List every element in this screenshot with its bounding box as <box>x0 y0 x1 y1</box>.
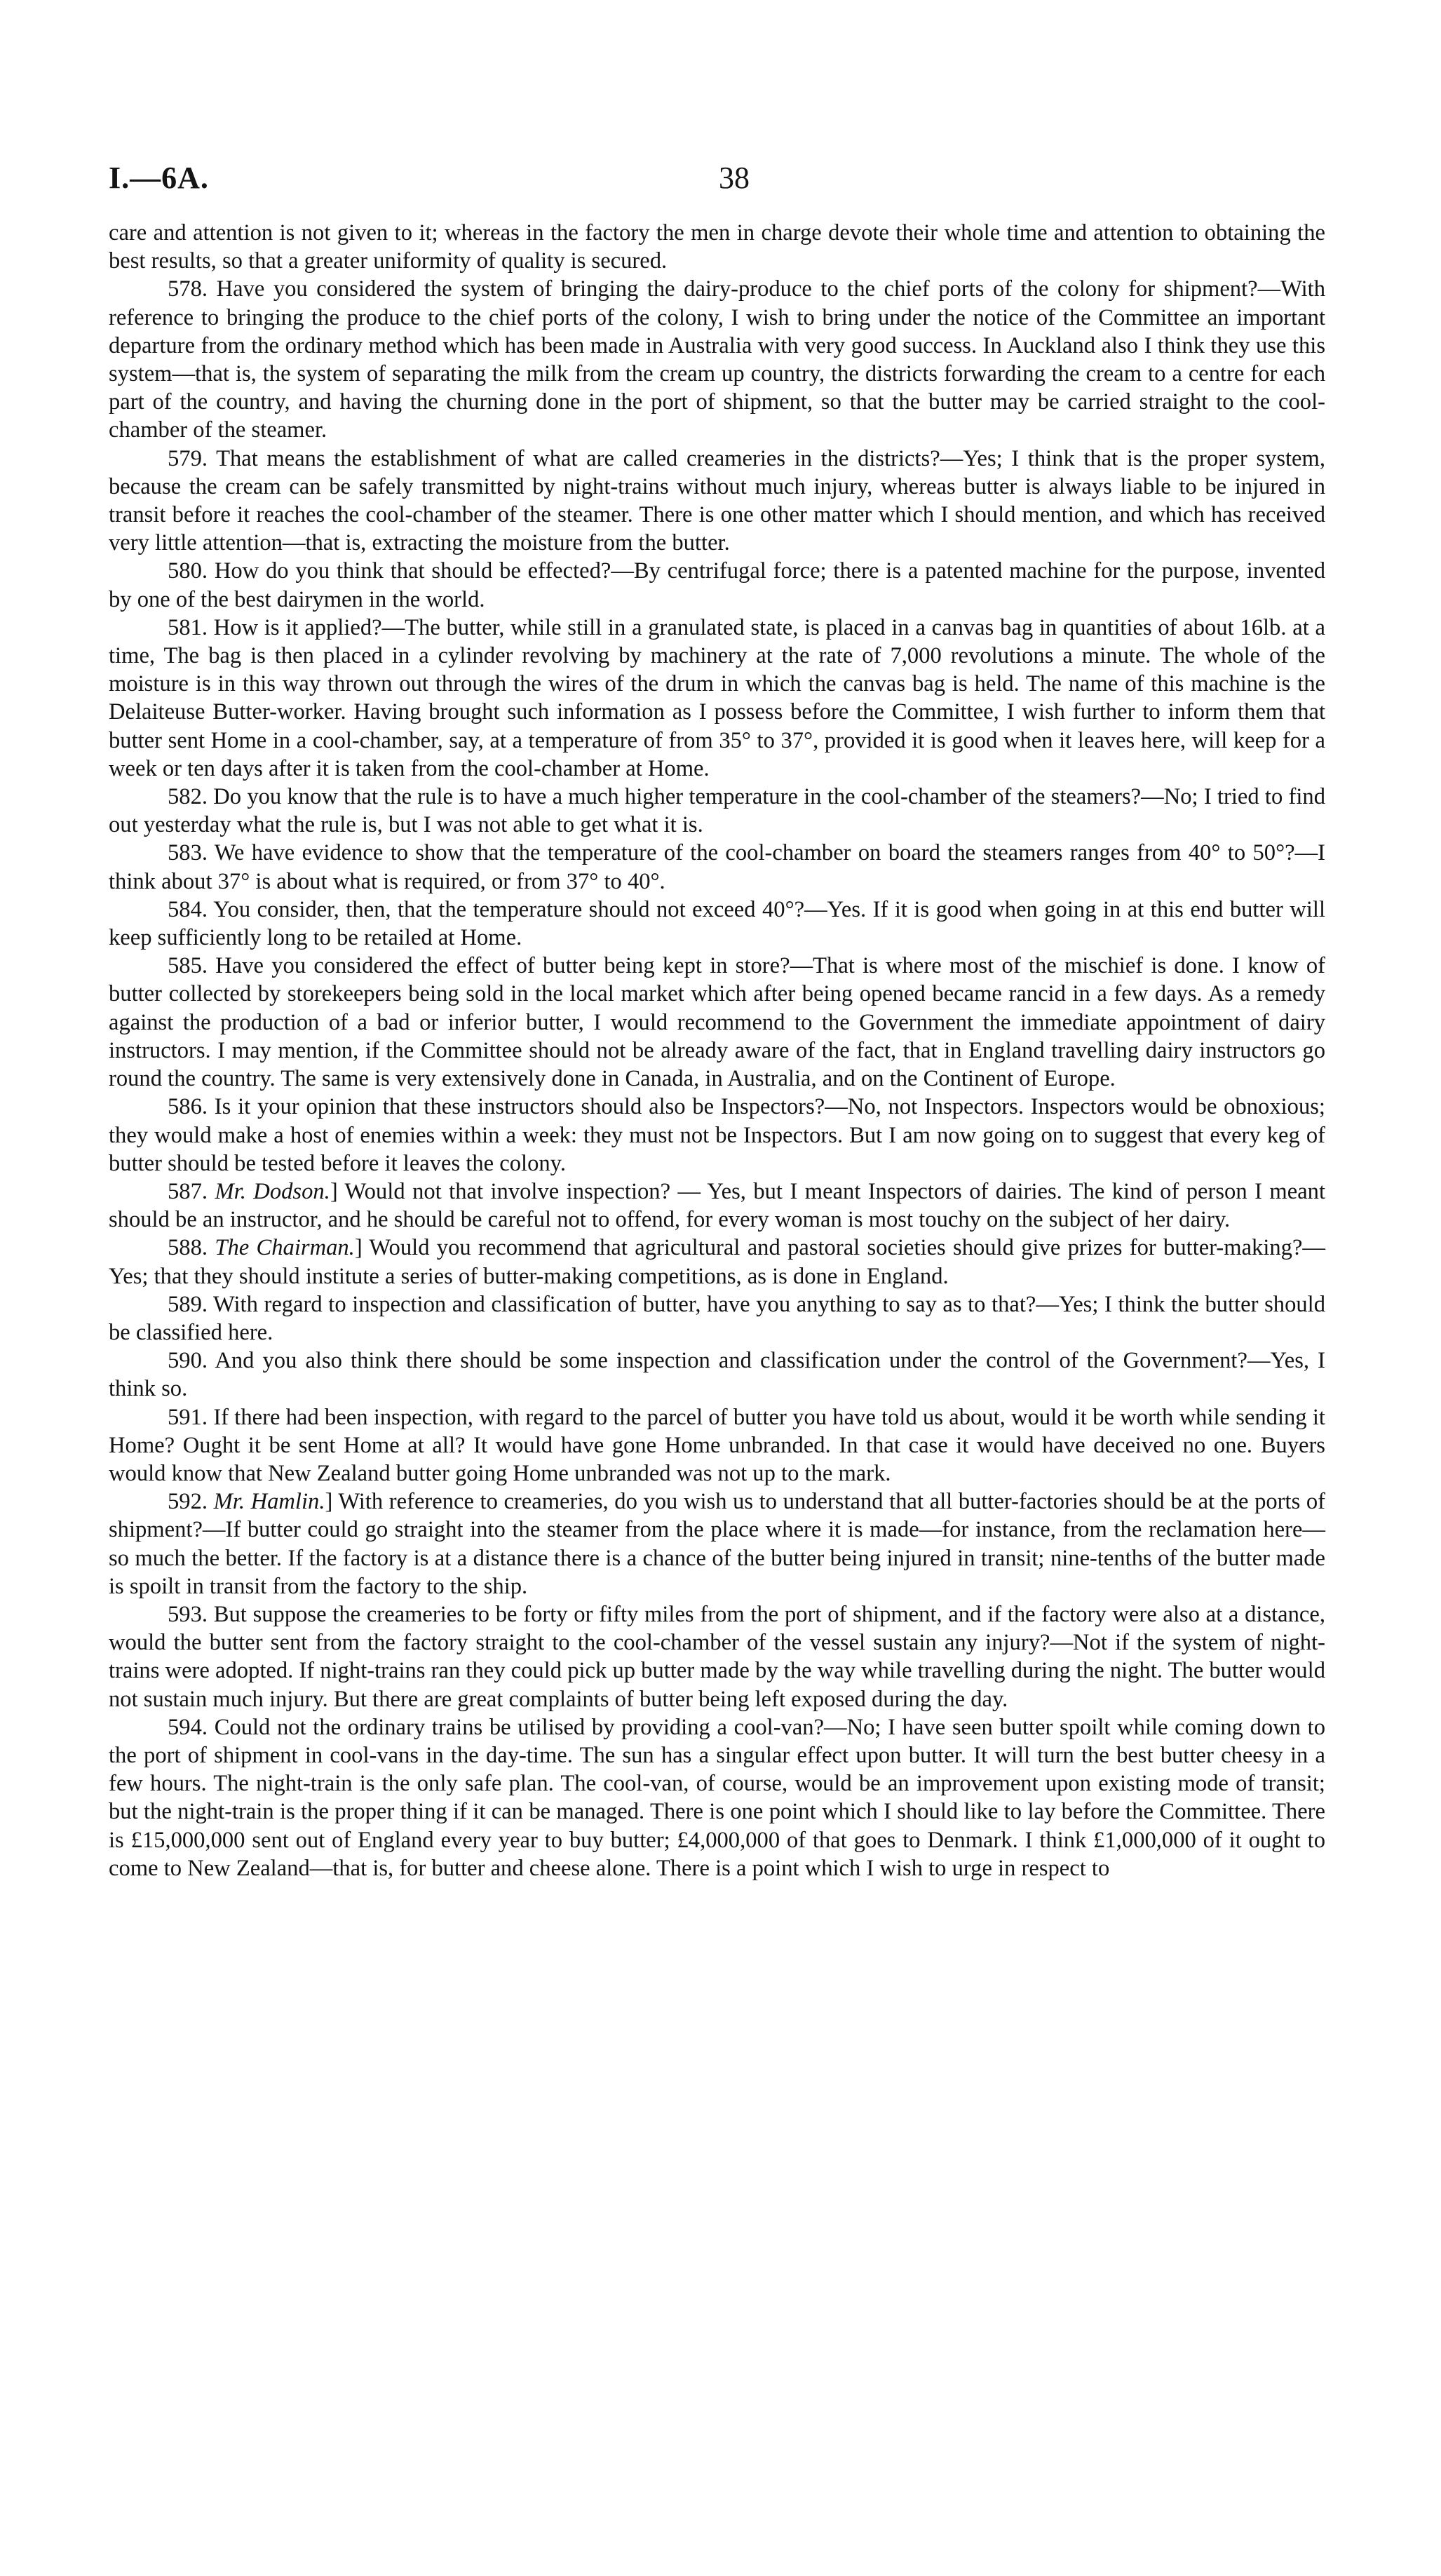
speaker-name: The Chairman. <box>215 1235 355 1261</box>
question-591 <box>109 1403 1325 1488</box>
page-number: 38 <box>719 161 750 195</box>
question-582 <box>109 783 1325 839</box>
question-592: 592. Mr. Hamlin.] With reference to creameries, do you wish us to understand that all butter-factories should be at the ports of shipment?—If butter could go straight into the steamer from the place where it is made—for instance, from the reclamation here—so much the better. If the factory is at a distance there is a chance of the butter being injured in transit; nine-tenths of the butter made is spoilt in transit from the factory to the ship. <box>109 1489 1325 1599</box>
question-number: 583. <box>168 840 208 866</box>
question-number: 593. <box>168 1601 208 1627</box>
question-number: 580. <box>168 558 208 584</box>
page-header <box>109 160 1336 209</box>
body-text <box>109 219 1325 1882</box>
question-text: That means the establishment of what are called creameries in the districts?—Yes; I think that is the proper system, because the cream can be safely transmitted by night-trains without much injury, whereas butter is always liable to be injured in transit before it reaches the cool-chamber of the steamer. There is one other matter which I should mention, and which has received very little attention—that is, extracting the moisture from the butter. <box>109 445 1325 556</box>
question-text: Have you considered the system of bringing the dairy-produce to the chief ports of the colony for shipment?—With reference to bringing the produce to the chief ports of the colony, I wish to bring under the notice of the Committee an important departure from the ordinary method which has been made in Australia with very good success. In Auckland also I think they use this system—that is, the system of separating the milk from the cream up country, the districts forwarding the cream to a centre for each part of the country, and having the churning done in the port of shipment, so that the butter may be carried straight to the cool-chamber of the steamer. <box>109 276 1325 443</box>
question-585 <box>109 952 1325 1093</box>
question-583 <box>109 839 1325 895</box>
question-text: Could not the ordinary trains be utilised by providing a cool-van?—No; I have seen butter spoilt while coming down to the port of shipment in cool-vans in the day-time. The sun has a singular effect upon butter. It will turn the best butter cheesy in a few hours. The night-train is the only safe plan. The cool-van, of course, would be an improvement upon existing mode of transit; but the night-train is the proper thing if it can be managed. There is one point which I should like to lay before the Committee. There is £15,000,000 sent out of England every year to buy butter; £4,000,000 of that goes to Denmark. I think £1,000,000 of it ought to come to New Zealand—that is, for butter and cheese alone. There is a point which I wish to urge in respect to <box>109 1714 1325 1881</box>
question-number: 586. <box>168 1094 208 1120</box>
question-text: We have evidence to show that the temperature of the cool-chamber on board the steamers ranges from 40° to 50°?—I think about 37° is about what is required, or from 37° to 40°. <box>109 840 1325 894</box>
question-578 <box>109 275 1325 444</box>
continued-paragraph: care and attention is not given to it; whereas in the factory the men in charge devote their whole time and attention to obtaining the best results, so that a greater uniformity of quality is secured. <box>109 220 1325 274</box>
question-number: 590. <box>168 1348 208 1374</box>
question-number: 582. <box>168 784 208 810</box>
question-number: 578. <box>168 276 208 302</box>
question-text: Would you recommend that agricultural and pastoral societies should give prizes for butter-making?—Yes; that they should institute a series of butter-making competitions, as is done in England. <box>109 1235 1326 1289</box>
question-text: If there had been inspection, with regard to the parcel of butter you have told us about, would it be worth while sending it Home? Ought it be sent Home at all? It would have gone Home unbranded. In that case it would have deceived no one. Buyers would know that New Zealand butter going Home unbranded was not up to the mark. <box>109 1404 1325 1486</box>
question-text: Have you considered the effect of butter being kept in store?—That is where most of the mischief is done. I know of butter collected by storekeepers being sold in the local market which after being opened became rancid in a few days. As a remedy against the production of a bad or inferior butter, I would recommend to the Government the immediate appointment of dairy instructors. I may mention, if the Committee should not be already aware of the fact, that in England travelling dairy instructors go round the country. The same is very extensively done in Canada, in Australia, and on the Continent of Europe. <box>109 953 1325 1092</box>
question-581 <box>109 614 1325 783</box>
speaker-name: Mr. Dodson. <box>215 1178 330 1204</box>
question-588: 588. The Chairman.] Would you recommend that agricultural and pastoral societies should give prizes for butter-making?—Yes; that they should institute a series of butter-making competitions, as is done in England. <box>109 1235 1326 1289</box>
question-number: 581. <box>168 614 208 640</box>
question-593 <box>109 1600 1325 1713</box>
question-number: 588. <box>168 1235 208 1261</box>
question-text: How do you think that should be effected?—By centrifugal force; there is a patented machine for the purpose, invented by one of the best dairymen in the world. <box>109 558 1325 612</box>
document-reference: I.—6A. <box>109 161 209 195</box>
question-number: 579. <box>168 445 208 471</box>
question-580 <box>109 557 1325 613</box>
question-584 <box>109 896 1325 952</box>
question-text: But suppose the creameries to be forty or fifty miles from the port of shipment, and if the factory were also at a distance, would the butter sent from the factory straight to the cool-chamber of the vessel sustain any injury?—Not if the system of night-trains were adopted. If night-trains ran they could pick up butter made by the way while travelling during the night. The butter would not sustain much injury. But there are great complaints of butter being left exposed during the day. <box>109 1601 1325 1712</box>
question-text: How is it applied?—The butter, while still in a granulated state, is placed in a canvas bag in quantities of about 16lb. at a time, The bag is then placed in a cylinder revolving by machinery at the rate of 7,000 revolutions a minute. The whole of the moisture is in this way thrown out through the wires of the drum in which the canvas bag is held. The name of this machine is the Delaiteuse Butter-worker. Having brought such information as I possess before the Committee, I wish further to inform them that butter sent Home in a cool-chamber, say, at a temperature of from 35° to 37°, provided it is good when it leaves here, will keep for a week or ten days after it is taken from the cool-chamber at Home. <box>109 614 1325 781</box>
speaker-name: Mr. Hamlin. <box>213 1489 325 1515</box>
question-587: 587. Mr. Dodson.] Would not that involve inspection? — Yes, but I meant Inspectors of dairies. The kind of person I meant should be an instructor, and he should be careful not to offend, for every woman is most touchy on the subject of her dairy. <box>109 1178 1325 1233</box>
question-text: Is it your opinion that these instructors should also be Inspectors?—No, not Inspectors. Inspectors would be obnoxious; they would make a host of enemies within a week: they must not be Inspectors. But I am now going on to suggest that every keg of butter should be tested before it leaves the colony. <box>109 1094 1325 1176</box>
question-579 <box>109 445 1325 558</box>
question-text: With regard to inspection and classification of butter, have you anything to say as to that?—Yes; I think the butter should be classified here. <box>109 1291 1325 1345</box>
question-number: 594. <box>168 1714 208 1740</box>
question-text: And you also think there should be some inspection and classification under the control of the Government?—Yes, I think so. <box>109 1348 1325 1402</box>
question-number: 585. <box>168 953 208 979</box>
question-text: Do you know that the rule is to have a much higher temperature in the cool-chamber of the steamers?—No; I tried to find out yesterday what the rule is, but I was not able to get what it is. <box>109 784 1325 838</box>
question-586 <box>109 1093 1325 1178</box>
question-number: 584. <box>168 896 208 922</box>
question-text: With reference to creameries, do you wish us to understand that all butter-factories should be at the ports of shipment?—If butter could go straight into the steamer from the place where it is made—for instance, from the reclamation here—so much the better. If the factory is at a distance there is a chance of the butter being injured in transit; nine-tenths of the butter made is spoilt in transit from the factory to the ship. <box>109 1489 1325 1599</box>
question-number: 591. <box>168 1404 208 1430</box>
question-589 <box>109 1290 1325 1347</box>
question-number: 592. <box>168 1489 208 1515</box>
question-number: 587. <box>168 1178 208 1204</box>
question-594 <box>109 1713 1325 1882</box>
question-text: You consider, then, that the temperature should not exceed 40°?—Yes. If it is good when going in at this end butter will keep sufficiently long to be retailed at Home. <box>109 896 1325 951</box>
question-text: Would not that involve inspection? — Yes, but I meant Inspectors of dairies. The kind of person I meant should be an instructor, and he should be careful not to offend, for every woman is most touchy on the subject of her dairy. <box>109 1178 1325 1233</box>
question-590 <box>109 1347 1325 1403</box>
question-number: 589. <box>168 1291 208 1317</box>
